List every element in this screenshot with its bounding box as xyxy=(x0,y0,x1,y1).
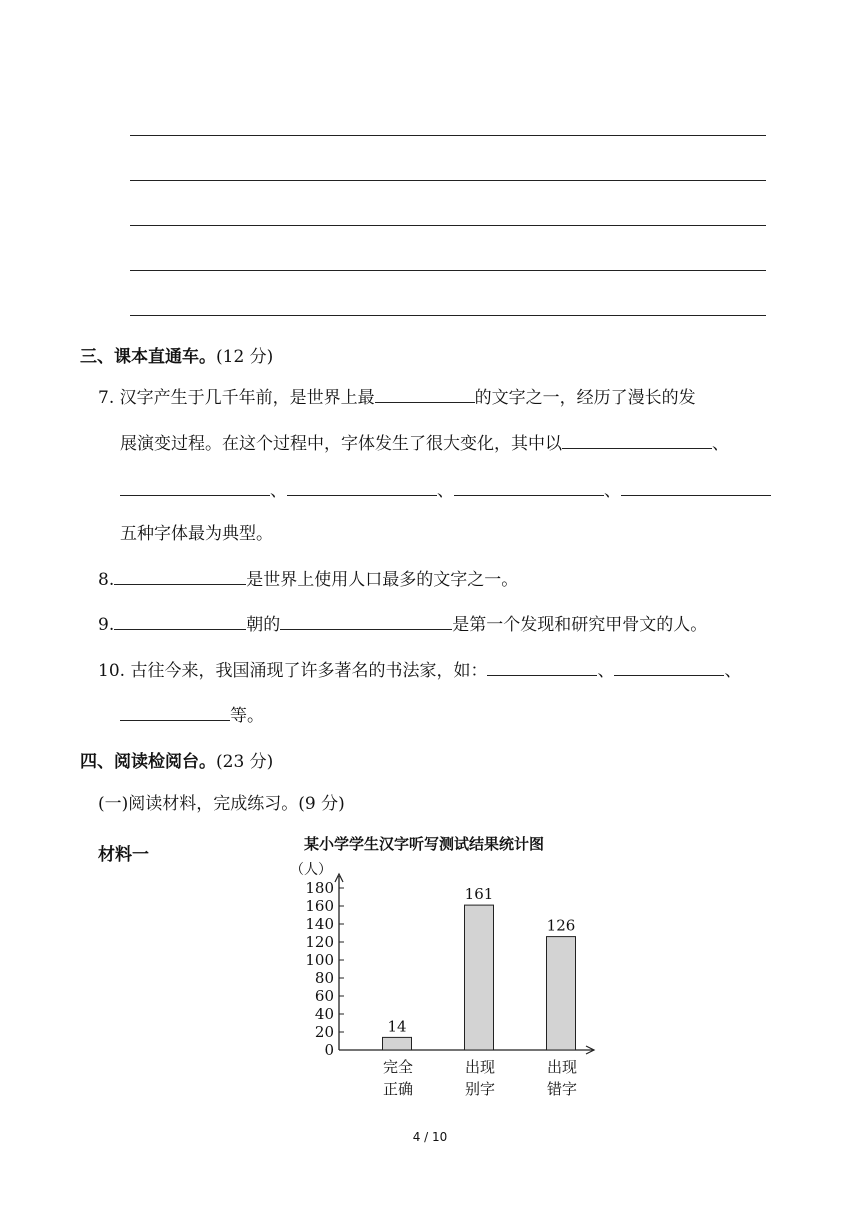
x-category-label: 出现 xyxy=(464,1058,496,1076)
x-category-label: 别字 xyxy=(464,1080,496,1098)
q10-text-b: 等。 xyxy=(230,706,264,726)
y-tick-label: 60 xyxy=(314,987,334,1005)
q7-text-d: 五种字体最为典型。 xyxy=(120,524,273,544)
x-category-label: 错字 xyxy=(546,1080,578,1098)
q10-blank-3[interactable] xyxy=(120,702,230,721)
question-10-line-1 xyxy=(98,657,741,683)
q10-sep: 、 xyxy=(724,661,742,681)
x-category-label: 正确 xyxy=(382,1080,414,1098)
q10-blank-2[interactable] xyxy=(614,657,724,676)
page-number: 4 / 10 xyxy=(412,1130,448,1144)
q7-sep: 、 xyxy=(712,434,729,454)
part-1-text: (一)阅读材料，完成练习。(9 分) xyxy=(98,794,345,814)
bar-value-label: 126 xyxy=(546,916,576,935)
question-7-line-1 xyxy=(98,384,696,410)
section-4-score: (23 分) xyxy=(216,752,274,772)
y-axis-label: （人） xyxy=(290,862,332,878)
y-tick-label: 0 xyxy=(324,1041,334,1059)
question-10-line-2 xyxy=(120,702,264,728)
y-tick-label: 180 xyxy=(305,879,334,897)
q10-sep: 、 xyxy=(597,661,615,681)
y-tick-label: 20 xyxy=(314,1023,334,1041)
q8-blank[interactable] xyxy=(114,566,246,585)
q8-number: 8. xyxy=(98,570,115,590)
answer-line[interactable] xyxy=(130,135,766,136)
q10-blank-1[interactable] xyxy=(487,657,597,676)
q7-blank-2[interactable] xyxy=(562,430,712,449)
bar xyxy=(465,905,494,1050)
question-7-line-3 xyxy=(120,477,771,503)
chart-title: 某小学学生汉字听写测试结果统计图 xyxy=(304,835,545,853)
section-4-title: 四、阅读检阅台。 xyxy=(80,752,216,772)
section-3-title: 三、课本直通车。 xyxy=(80,347,216,367)
section-3-heading xyxy=(80,342,273,367)
y-tick-label: 160 xyxy=(305,897,334,915)
y-tick-label: 80 xyxy=(314,969,334,987)
answer-line[interactable] xyxy=(130,315,766,316)
q7-blank-6[interactable] xyxy=(621,477,771,496)
question-7-line-2 xyxy=(120,430,729,456)
question-9 xyxy=(98,611,707,637)
y-tick-label: 120 xyxy=(305,933,334,951)
bar-value-label: 161 xyxy=(464,885,494,904)
answer-line[interactable] xyxy=(130,180,766,181)
q9-text-a: 朝的 xyxy=(246,615,281,635)
section-3-score: (12 分) xyxy=(216,347,274,367)
q7-text-a: 汉字产生于几千年前，是世界上最 xyxy=(119,388,375,408)
question-7-line-4 xyxy=(120,522,273,546)
q7-blank-3[interactable] xyxy=(120,477,270,496)
answer-line[interactable] xyxy=(130,270,766,271)
bar-value-label: 14 xyxy=(387,1017,407,1036)
y-tick-label: 100 xyxy=(305,951,334,969)
q9-number: 9. xyxy=(98,615,115,635)
q8-text: 是世界上使用人口最多的文字之一。 xyxy=(246,570,519,590)
q7-sep: 、 xyxy=(604,481,621,501)
q9-text-b: 是第一个发现和研究甲骨文的人。 xyxy=(452,615,708,635)
q7-blank-5[interactable] xyxy=(454,477,604,496)
q7-number: 7. xyxy=(98,388,115,408)
q7-sep: 、 xyxy=(437,481,454,501)
x-category-label: 完全 xyxy=(382,1058,414,1076)
q7-blank-1[interactable] xyxy=(375,384,475,403)
bar-chart xyxy=(280,858,610,1108)
y-tick-label: 40 xyxy=(314,1005,334,1023)
part-1-instruction xyxy=(98,792,345,816)
q10-text-a: 古往今来，我国涌现了许多著名的书法家，如： xyxy=(130,661,488,681)
q7-text-b: 的文字之一，经历了漫长的发 xyxy=(474,388,696,408)
q9-blank-2[interactable] xyxy=(280,611,452,630)
q10-number: 10. xyxy=(98,661,126,681)
bar xyxy=(383,1037,412,1050)
bar xyxy=(547,937,576,1050)
y-tick-label: 140 xyxy=(305,915,334,933)
material-1-label: 材料一 xyxy=(98,845,149,865)
q7-sep: 、 xyxy=(270,481,287,501)
x-category-label: 出现 xyxy=(546,1058,578,1076)
question-8 xyxy=(98,566,518,592)
answer-line[interactable] xyxy=(130,225,766,226)
q7-blank-4[interactable] xyxy=(287,477,437,496)
q7-text-c: 展演变过程。在这个过程中，字体发生了很大变化，其中以 xyxy=(120,434,562,454)
section-4-heading xyxy=(80,747,273,772)
q9-blank-1[interactable] xyxy=(114,611,246,630)
